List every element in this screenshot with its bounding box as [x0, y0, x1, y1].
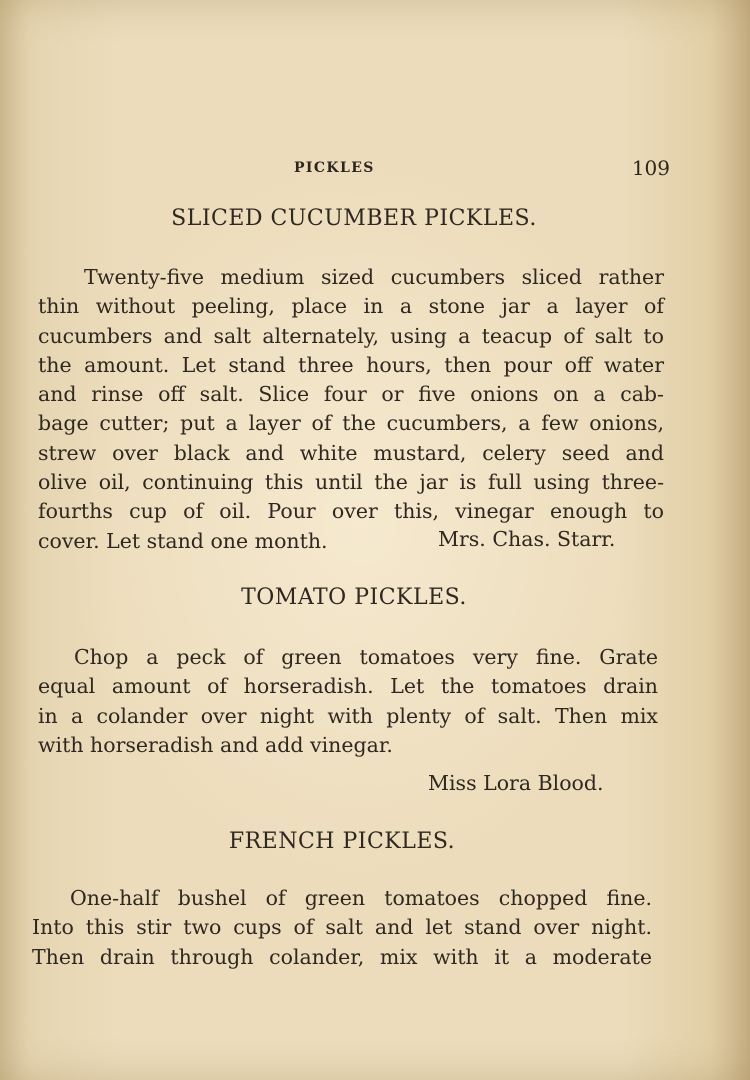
running-head: [38, 156, 670, 182]
text-line: equal amount of horseradish. Let the tomatoes drain: [38, 674, 658, 699]
running-head-title: PICKLES: [294, 160, 375, 176]
text-line: Twenty-five medium sized cucumbers sliced rather: [84, 265, 664, 289]
recipe-title-french-pickles: FRENCH PICKLES.: [228, 829, 456, 854]
recipe-body-french-pickles: [32, 884, 652, 972]
text-line: the amount. Let stand three hours, then pour off water: [38, 352, 664, 377]
text-line: Into this stir two cups of salt and let stand over night.: [32, 915, 652, 940]
text-line: strew over black and white mustard, celery seed and: [38, 440, 664, 465]
text-line: thin without peeling, place in a stone jar a layer of: [38, 294, 664, 319]
recipe-attribution: Miss Lora Blood.: [428, 771, 604, 795]
text-line: bage cutter; put a layer of the cucumbers, a few onions,: [38, 411, 664, 436]
text-line: Chop a peck of green tomatoes very fine. Grate: [74, 645, 658, 669]
recipe-title-sliced-cucumber-pickles: SLICED CUCUMBER PICKLES.: [171, 206, 537, 231]
recipe-body-sliced-cucumber-pickles: [38, 263, 664, 556]
text-line: Then drain through colander, mix with it a moderate: [32, 944, 652, 969]
text-line: One-half bushel of green tomatoes chopped fine.: [70, 886, 652, 910]
page-number: 109: [631, 156, 670, 180]
recipe-body-tomato-pickles: [38, 643, 658, 760]
recipe-attribution: Mrs. Chas. Starr.: [438, 527, 616, 551]
text-line: cucumbers and salt alternately, using a teacup of salt to: [38, 323, 664, 348]
text-line: and rinse off salt. Slice four or five onions on a cab-: [38, 382, 664, 407]
recipe-title-tomato-pickles: TOMATO PICKLES.: [241, 585, 467, 610]
text-line: in a colander over night with plenty of salt. Then mix: [38, 703, 658, 728]
text-line: olive oil, continuing this until the jar is full using three-: [38, 470, 664, 495]
text-line: cover. Let stand one month.: [38, 528, 328, 553]
text-line: with horseradish and add vinegar.: [38, 732, 393, 757]
text-line: fourths cup of oil. Pour over this, vinegar enough to: [38, 499, 664, 524]
